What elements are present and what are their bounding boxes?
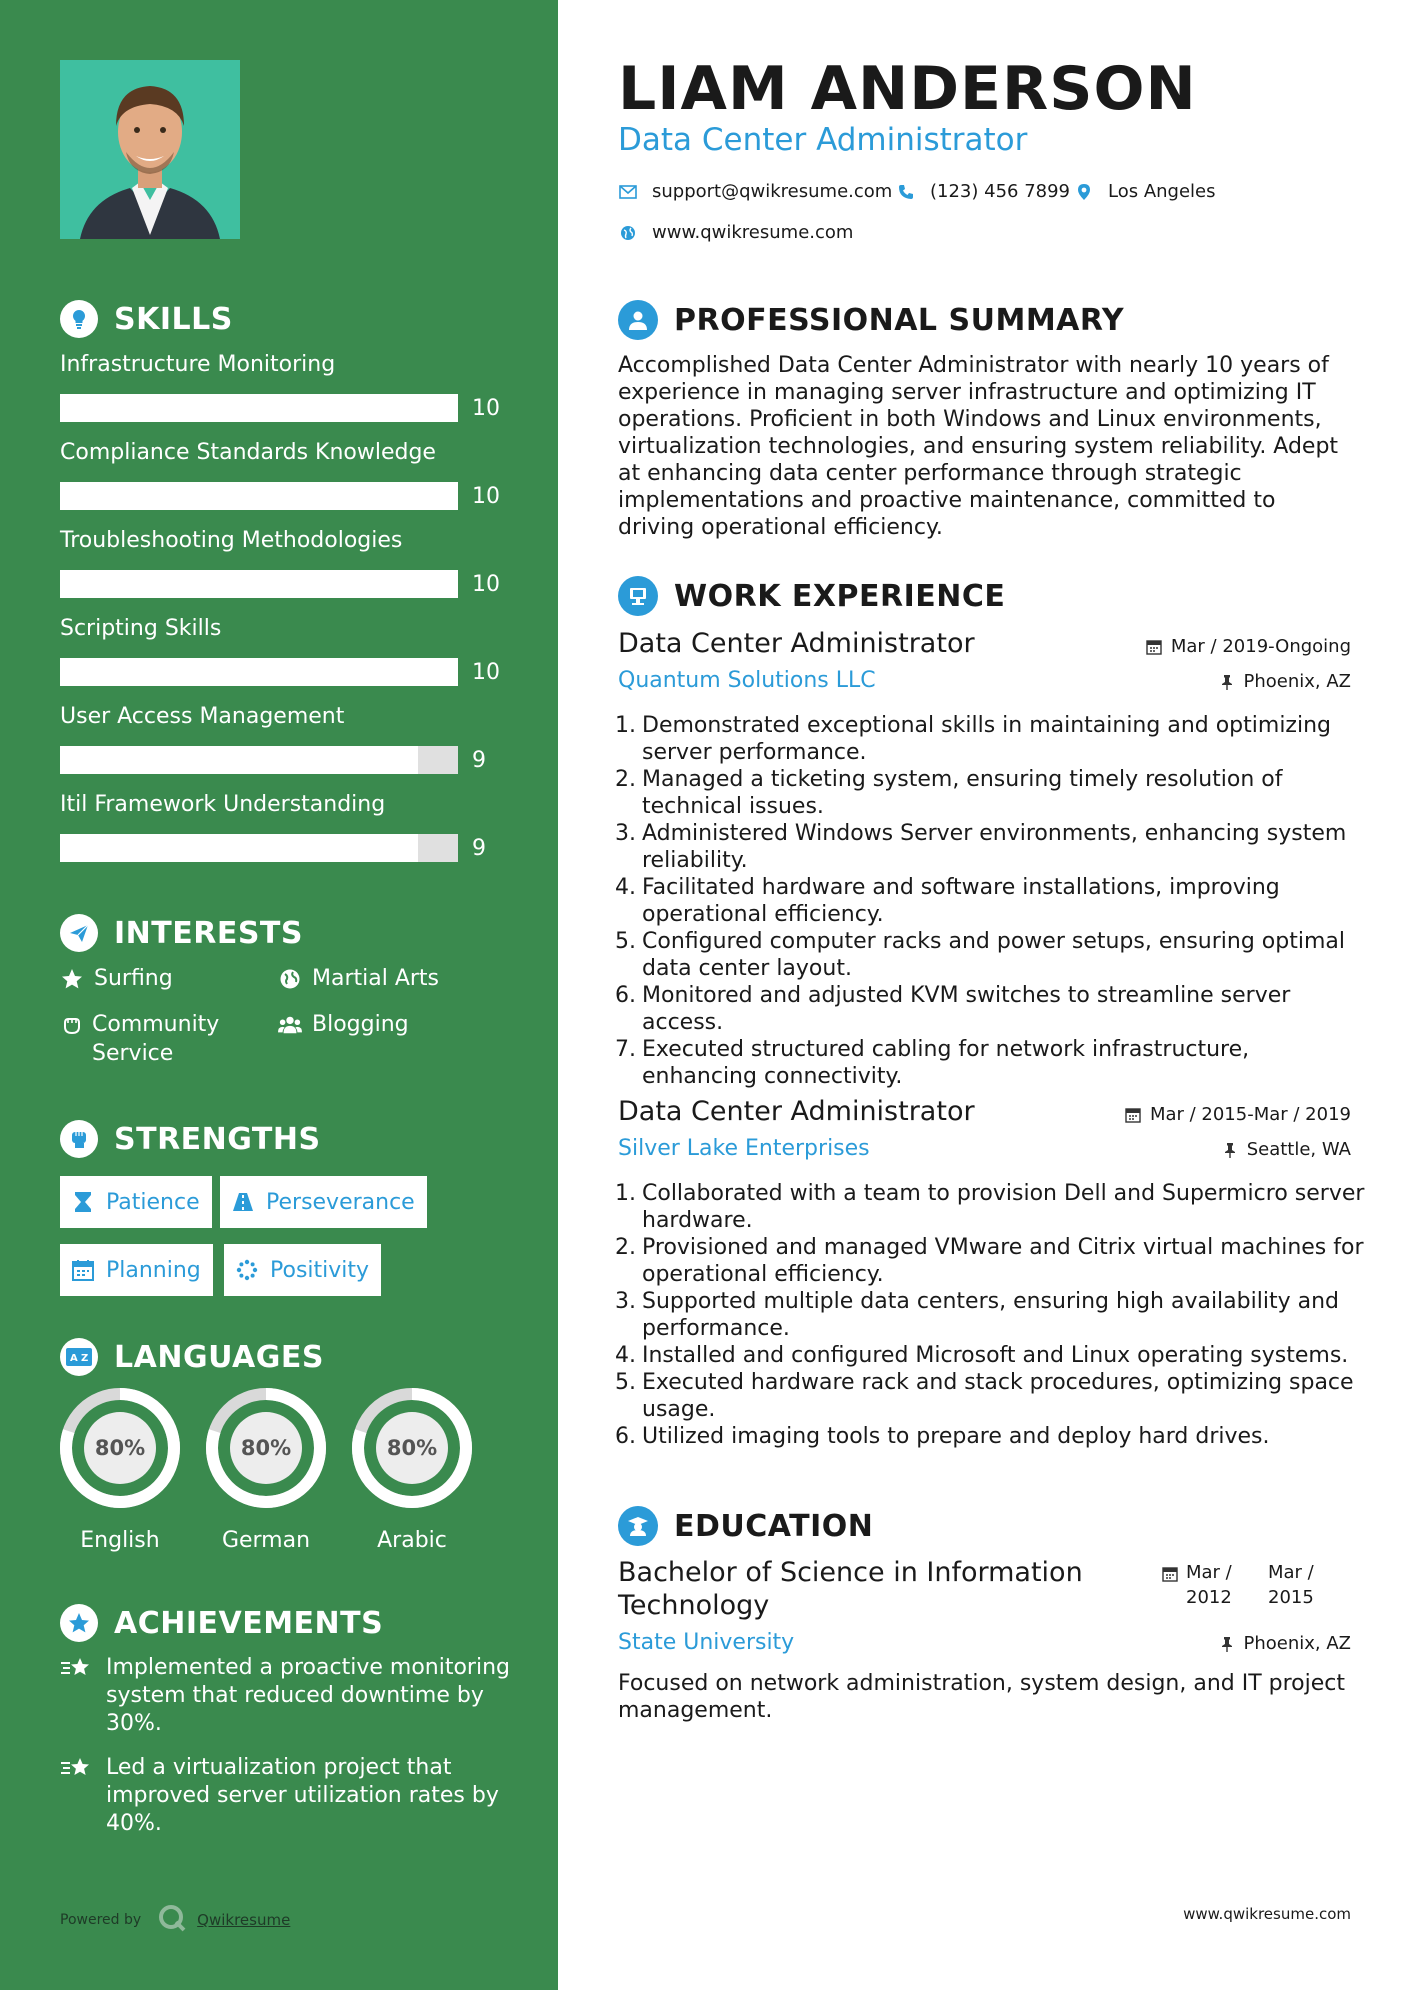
fist-icon <box>60 1120 98 1158</box>
job-location <box>1221 1139 1351 1160</box>
duty-number: 5. <box>615 1370 636 1395</box>
language-label: Arabic <box>377 1528 447 1553</box>
duty-text: Utilized imaging tools to prepare and deploy hard drives. <box>642 1424 1270 1449</box>
language-item <box>58 1386 182 1553</box>
duty-number: 2. <box>615 1235 636 1260</box>
calendar-icon <box>1162 1564 1178 1610</box>
skill-label: Itil Framework Understanding <box>60 792 386 817</box>
education-dates <box>1162 1560 1350 1610</box>
job-dates <box>1145 636 1351 657</box>
duty-text: Provisioned and managed VMware and Citrix virtual machines for operational efficiency. <box>642 1235 1364 1287</box>
education-end-month: Mar / <box>1268 1562 1314 1583</box>
interest-label: Martial Arts <box>312 966 440 991</box>
skill-bar-fill <box>60 658 458 686</box>
interests-title: INTERESTS <box>114 915 303 951</box>
duty-item <box>608 1234 1368 1288</box>
skill-bar-fill <box>60 570 458 598</box>
achievements-title: ACHIEVEMENTS <box>114 1605 384 1641</box>
skill-bar <box>60 482 458 510</box>
globe-icon <box>278 967 302 991</box>
interest-item <box>60 1010 240 1068</box>
duty-text: Supported multiple data centers, ensuring high availability and performance. <box>642 1289 1339 1341</box>
skill-level: 10 <box>472 660 500 685</box>
calendar-icon <box>1124 1106 1142 1124</box>
skill-bar <box>60 570 458 598</box>
job-company: Silver Lake Enterprises <box>618 1136 870 1161</box>
pushpin-icon <box>1218 673 1236 691</box>
skill-bar-fill <box>60 482 458 510</box>
education-end <box>1268 1560 1350 1610</box>
summary-heading <box>618 300 1124 340</box>
skill-label: Scripting Skills <box>60 616 222 641</box>
skill-label: Compliance Standards Knowledge <box>60 440 436 465</box>
strength-badge <box>224 1244 381 1296</box>
users-icon <box>278 1013 302 1037</box>
language-label: English <box>80 1528 160 1553</box>
duty-item <box>608 1288 1368 1342</box>
candidate-name: LIAM ANDERSON <box>618 54 1197 124</box>
skill-label: Troubleshooting Methodologies <box>60 528 403 553</box>
skill-bar <box>60 394 458 422</box>
achievement-text: Led a virtualization project that improved server utilization rates by 40%. <box>106 1755 499 1836</box>
contact-location <box>1074 181 1216 202</box>
contact-email[interactable] <box>618 181 892 202</box>
duty-number: 1. <box>615 1181 636 1206</box>
experience-title: WORK EXPERIENCE <box>674 578 1006 614</box>
duty-number: 7. <box>615 1037 636 1062</box>
skill-item <box>60 792 500 861</box>
interests-heading <box>60 914 303 952</box>
education-end-year: 2015 <box>1268 1587 1314 1608</box>
language-percent: 80% <box>240 1436 292 1460</box>
skill-label: User Access Management <box>60 704 345 729</box>
achievements-heading <box>60 1604 383 1642</box>
skill-item <box>60 616 500 685</box>
strengths-heading <box>60 1120 321 1158</box>
spinner-icon <box>236 1259 258 1281</box>
languages-title: LANGUAGES <box>114 1339 324 1375</box>
skill-bar-fill <box>60 746 418 774</box>
graduate-icon <box>618 1506 658 1546</box>
duty-item <box>608 766 1368 820</box>
duty-number: 3. <box>615 1289 636 1314</box>
strength-badge <box>220 1176 427 1228</box>
duty-text: Collaborated with a team to provision Dell and Supermicro server hardware. <box>642 1181 1365 1233</box>
envelope-icon <box>618 182 638 202</box>
hourglass-icon <box>72 1191 94 1213</box>
lightbulb-icon <box>60 300 98 338</box>
job-title: Data Center Administrator <box>618 1096 975 1127</box>
duty-item <box>608 1369 1368 1423</box>
skills-title: SKILLS <box>114 301 233 337</box>
svg-text:Z: Z <box>81 1353 89 1364</box>
duty-text: Managed a ticketing system, ensuring timely resolution of technical issues. <box>642 767 1283 819</box>
briefcase-icon <box>618 576 658 616</box>
job-location-text: Seattle, WA <box>1246 1139 1351 1160</box>
qwikresume-link[interactable]: Qwikresume <box>197 1911 291 1929</box>
skill-item <box>60 352 500 421</box>
strength-badge <box>60 1244 213 1296</box>
duty-item <box>608 1342 1368 1369</box>
strengths-title: STRENGTHS <box>114 1121 321 1157</box>
duty-text: Executed structured cabling for network infrastructure, enhancing connectivity. <box>642 1037 1250 1089</box>
footer-website[interactable]: www.qwikresume.com <box>1183 1905 1351 1923</box>
experience-heading <box>618 576 1005 616</box>
profile-photo <box>60 60 240 239</box>
language-label: German <box>221 1528 311 1553</box>
education-heading <box>618 1506 873 1546</box>
language-icon <box>60 1338 98 1376</box>
school-name: State University <box>618 1630 795 1655</box>
skill-level: 10 <box>472 396 500 421</box>
star-badge-icon <box>60 1604 98 1642</box>
duty-text: Facilitated hardware and software installations, improving operational efficiency. <box>642 875 1280 927</box>
email-text: support@qwikresume.com <box>652 181 893 202</box>
sidebar <box>0 0 558 1990</box>
duty-item <box>608 712 1368 766</box>
interest-item <box>278 1010 409 1039</box>
job-duties <box>608 1180 1368 1450</box>
job-duties <box>608 712 1368 1090</box>
language-item <box>350 1386 474 1553</box>
interest-item <box>278 964 439 993</box>
job-title: Data Center Administrator <box>618 628 975 659</box>
paper-plane-icon <box>60 914 98 952</box>
star-icon <box>60 967 84 991</box>
contact-website[interactable] <box>618 222 853 243</box>
skill-level: 9 <box>472 748 486 773</box>
skill-bar-fill <box>60 834 418 862</box>
skill-level: 10 <box>472 572 500 597</box>
strength-label: Positivity <box>270 1257 370 1283</box>
duty-text: Monitored and adjusted KVM switches to streamline server access. <box>642 983 1291 1035</box>
phone-text: (123) 456 7899 <box>930 181 1071 202</box>
duty-number: 1. <box>615 713 636 738</box>
strength-label: Perseverance <box>266 1189 415 1215</box>
skill-bar <box>60 658 458 686</box>
qwikresume-logo-icon <box>157 1903 187 1937</box>
map-pin-icon <box>1074 182 1094 202</box>
strength-badge <box>60 1176 212 1228</box>
education-start <box>1186 1560 1268 1610</box>
duty-item <box>608 1180 1368 1234</box>
duty-item <box>608 1423 1368 1450</box>
duty-number: 6. <box>615 1424 636 1449</box>
duty-number: 2. <box>615 767 636 792</box>
skill-label: Infrastructure Monitoring <box>60 352 336 377</box>
school-location <box>1218 1633 1352 1654</box>
achievement-item <box>60 1654 520 1738</box>
education-description: Focused on network administration, system design, and IT project management. <box>618 1671 1345 1723</box>
user-icon <box>618 300 658 340</box>
phone-icon <box>896 182 916 202</box>
job-dates <box>1124 1104 1351 1125</box>
skill-bar <box>60 746 458 774</box>
skill-bar-fill <box>60 394 458 422</box>
globe-icon <box>618 223 638 243</box>
duty-number: 4. <box>615 875 636 900</box>
languages-heading <box>60 1338 324 1376</box>
skill-item <box>60 440 500 509</box>
strength-label: Planning <box>106 1257 201 1283</box>
school-location-text: Phoenix, AZ <box>1243 1633 1351 1654</box>
shooting-star-icon <box>60 1756 94 1838</box>
degree-title: Bachelor of Science in Information Technology <box>618 1557 1083 1621</box>
main-content <box>558 0 1407 1990</box>
duty-number: 6. <box>615 983 636 1008</box>
powered-by-label: Powered by <box>60 1912 142 1928</box>
hand-icon <box>60 1013 82 1037</box>
language-item <box>204 1386 328 1553</box>
duty-item <box>608 820 1368 874</box>
duty-text: Configured computer racks and power setups, ensuring optimal data center layout. <box>642 929 1345 981</box>
website-text: www.qwikresume.com <box>652 222 854 243</box>
svg-text:A: A <box>70 1353 78 1364</box>
shooting-star-icon <box>60 1656 94 1738</box>
contact-phone[interactable] <box>896 181 1070 202</box>
duty-number: 3. <box>615 821 636 846</box>
summary-title: PROFESSIONAL SUMMARY <box>674 302 1125 338</box>
language-percent: 80% <box>386 1436 438 1460</box>
interest-label: Blogging <box>312 1012 409 1037</box>
achievement-text: Implemented a proactive monitoring system that reduced downtime by 30%. <box>106 1655 510 1736</box>
language-percent: 80% <box>94 1436 146 1460</box>
skills-heading <box>60 300 233 338</box>
duty-item <box>608 928 1368 982</box>
location-text: Los Angeles <box>1108 181 1216 202</box>
skill-bar <box>60 834 458 862</box>
pushpin-icon <box>1218 1635 1236 1653</box>
interest-item <box>60 964 173 993</box>
job-dates-text: Mar / 2015-Mar / 2019 <box>1149 1104 1351 1125</box>
achievement-item <box>60 1754 520 1838</box>
duty-item <box>608 982 1368 1036</box>
skill-level: 9 <box>472 836 486 861</box>
powered-by <box>60 1903 290 1937</box>
summary-text: Accomplished Data Center Administrator with nearly 10 years of experience in managing server infrastructure and optimizing IT operations. Proficient in both Windows and Linux environments, virtualization technologies, and ensuring system reliability. Adept at enhancing data center performance through strategic implementations and proactive maintenance, committed to driving operational efficiency. <box>618 353 1339 540</box>
education-title: EDUCATION <box>674 1508 874 1544</box>
skill-item <box>60 704 500 773</box>
calendar-icon <box>72 1259 94 1281</box>
education-start-year: 2012 <box>1186 1587 1232 1608</box>
skill-level: 10 <box>472 484 500 509</box>
road-icon <box>232 1191 254 1213</box>
calendar-icon <box>1145 638 1163 656</box>
duty-text: Installed and configured Microsoft and Linux operating systems. <box>642 1343 1349 1368</box>
pushpin-icon <box>1221 1141 1239 1159</box>
duty-text: Administered Windows Server environments, enhancing system reliability. <box>642 821 1347 873</box>
job-company: Quantum Solutions LLC <box>618 668 876 693</box>
education-start-month: Mar / <box>1186 1562 1232 1583</box>
duty-item <box>608 874 1368 928</box>
job-dates-text: Mar / 2019-Ongoing <box>1170 636 1351 657</box>
duty-text: Demonstrated exceptional skills in maintaining and optimizing server performance. <box>642 713 1331 765</box>
duty-number: 4. <box>615 1343 636 1368</box>
interest-label: Surfing <box>94 966 173 991</box>
candidate-role: Data Center Administrator <box>618 122 1028 158</box>
strength-label: Patience <box>106 1189 200 1215</box>
duty-text: Executed hardware rack and stack procedures, optimizing space usage. <box>642 1370 1354 1422</box>
duty-item <box>608 1036 1368 1090</box>
job-location-text: Phoenix, AZ <box>1243 671 1351 692</box>
skill-item <box>60 528 500 597</box>
job-location <box>1218 671 1352 692</box>
duty-number: 5. <box>615 929 636 954</box>
interest-label: Community Service <box>92 1012 220 1066</box>
